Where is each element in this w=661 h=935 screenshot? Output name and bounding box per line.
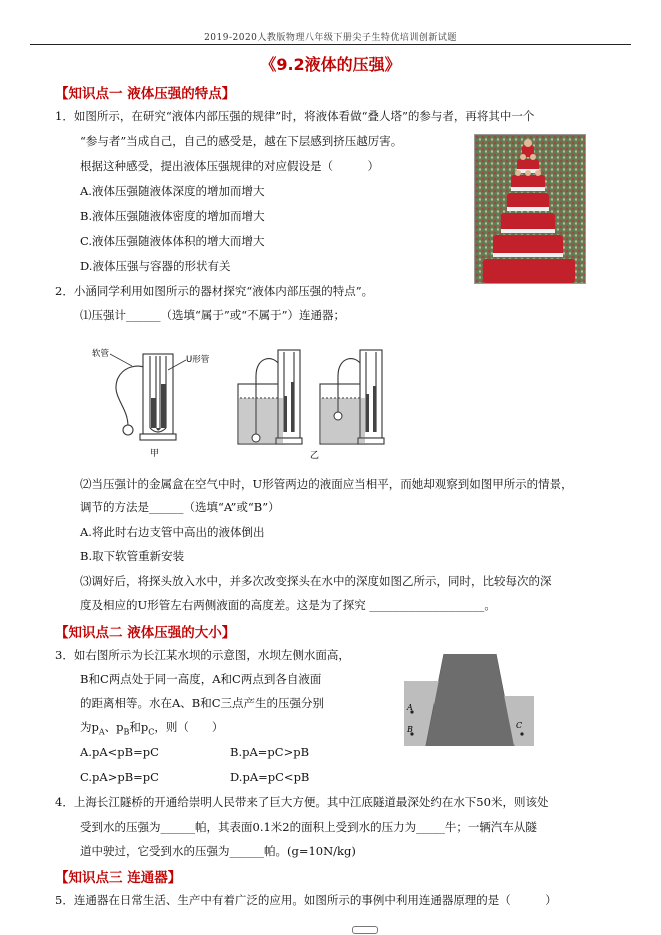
q3-line3: 的距离相等。水在A、B和C三点产生的压强分别 — [80, 696, 325, 710]
dam-label-b: B — [407, 725, 413, 734]
label-yi: 乙 — [310, 451, 320, 461]
q4-line1: 4．上海长江隧桥的开通给崇明人民带来了巨大方便。其中江底隧道最深处约在水下50米，则该处 — [55, 795, 549, 809]
q2-option-a: A.将此时右边支管中高出的液体倒出 — [80, 525, 265, 539]
q3-line1: 3．如右图所示为长江某水坝的示意图，水坝左侧水面高， — [55, 648, 350, 662]
human-tower-photo — [474, 134, 586, 284]
q4-line3: 道中驶过，它受到水的压强为______帕。(g=10N/kg) — [80, 844, 356, 858]
q2-part2-line1: ⑵当压强计的金属盒在空气中时，U形管两边的液面应当相平，而她却观察到如图甲所示的情景， — [80, 477, 573, 491]
q2-part3-line2: 度及相应的U形管左右两侧液面的高度差。这是为了探究 ____________________。 — [80, 598, 496, 612]
header-rule — [30, 44, 631, 45]
q1-option-d: D.液体压强与容器的形状有关 — [80, 259, 231, 273]
dam-label-a: A — [407, 703, 413, 712]
page-title: 《9.2液体的压强》 — [260, 55, 401, 74]
q1-option-a: A.液体压强随液体深度的增加而增大 — [80, 184, 265, 198]
q3-line2: B和C两点处于同一高度，A和C两点到各自液面 — [80, 672, 322, 686]
section-heading-2: 【知识点二 液体压强的大小】 — [55, 625, 236, 641]
q1-line2: “参与者”当成自己，自己的感受是，越在下层感到挤压越厉害。 — [80, 134, 403, 148]
q5-line1: 5．连通器在日常生活、生产中有着广泛的应用。如图所示的事例中利用连通器原理的是（ ） — [55, 893, 557, 907]
q1-line1: 1．如图所示，在研究“液体内部压强的规律”时，将液体看做“叠人塔”的参与者，再将其中一个 — [55, 109, 535, 123]
q3-option-d: D.pA=pC<pB — [230, 770, 310, 784]
q3-option-b: B.pA=pC>pB — [230, 745, 310, 759]
q2-option-b: B.取下软管重新安装 — [80, 549, 185, 563]
page-header: 2019-2020人教版物理八年级下册尖子生特优培训创新试题 — [204, 33, 457, 43]
page-scroll-marker — [352, 926, 378, 934]
q2-line1: 2．小涵同学利用如图所示的器材探究“液体内部压强的特点”。 — [55, 284, 374, 298]
section-heading-1: 【知识点一 液体压强的特点】 — [55, 86, 236, 102]
pressure-gauge-figure — [88, 336, 418, 461]
section-heading-3: 【知识点三 连通器】 — [55, 870, 182, 886]
q1-option-c: C.液体压强随液体体积的增大而增大 — [80, 234, 265, 248]
q3-option-c: C.pA>pB=pC — [80, 770, 159, 784]
q1-option-b: B.液体压强随液体密度的增加而增大 — [80, 209, 265, 223]
q3-line4: 为$p_A$、$p_B$和$p_C$，则（ ） — [80, 720, 224, 737]
q2-part2-line2: 调节的方法是______（选填“A”或“B”） — [80, 500, 280, 514]
label-utube: U形管 — [186, 355, 210, 365]
q4-line2: 受到水的压强为______帕，其表面0.1米2的面积上受到水的压力为_____牛；一辆汽车从隧 — [80, 820, 537, 834]
dam-label-c: C — [516, 721, 523, 730]
dam-figure — [404, 654, 534, 746]
q3-option-a: A.pA<pB=pC — [80, 745, 159, 759]
q2-part3-line1: ⑶调好后，将探头放入水中，并多次改变探头在水中的深度如图乙所示，同时，比较每次的深 — [80, 574, 552, 588]
q1-line3: 根据这种感受，提出液体压强规律的对应假设是（ ） — [80, 159, 379, 173]
label-hose: 软管 — [92, 349, 110, 359]
q2-part1: ⑴压强计______（选填“属于”或“不属于”）连通器； — [80, 308, 346, 322]
label-jia: 甲 — [150, 449, 160, 459]
